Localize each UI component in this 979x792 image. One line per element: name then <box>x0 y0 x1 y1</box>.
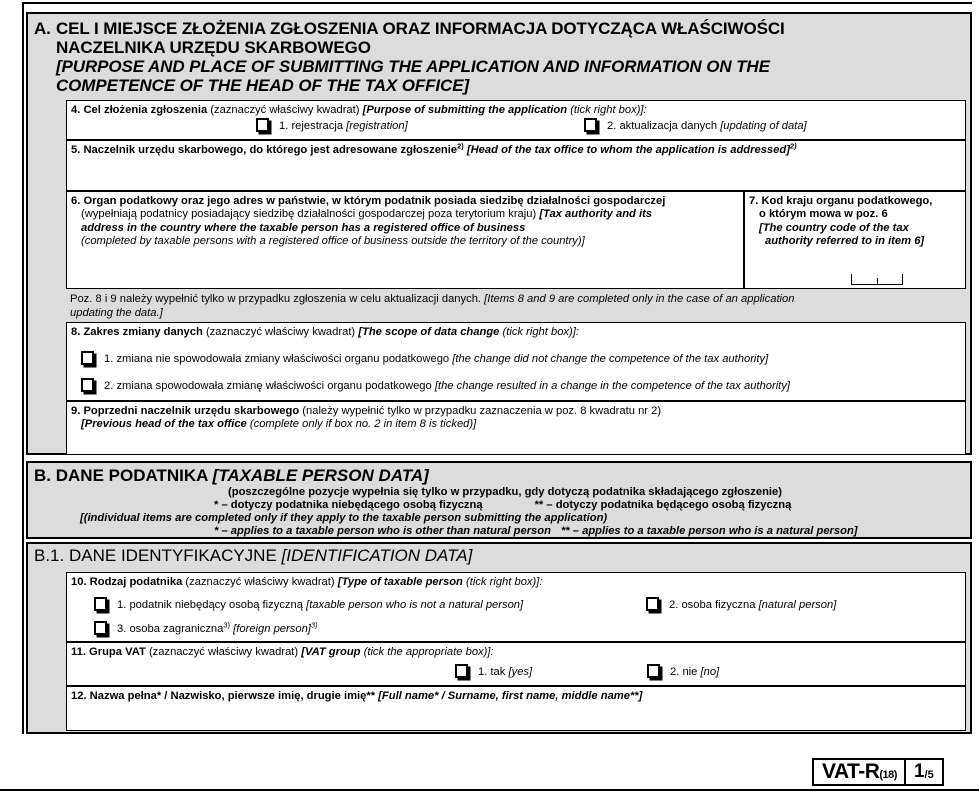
item-10-option-1-pl: podatnik niebędący osobą fizyczną <box>129 599 303 611</box>
item-11-checkbox-2[interactable] <box>647 664 660 678</box>
section-a-title-pl-2: NACZELNIKA URZĘDU SKARBOWEGO <box>56 38 371 57</box>
item-7-label-en-1: [The country code of the tax <box>759 221 909 234</box>
item-5-number: 5. <box>71 144 81 156</box>
section-a-title-en-2: COMPETENCE OF THE HEAD OF THE TAX OFFICE] <box>56 76 470 95</box>
item-11-label-en: [VAT group <box>301 646 361 658</box>
item-4-option-2-num: 2. <box>607 120 617 132</box>
item-11-option-2-pl: nie <box>682 666 698 678</box>
item-10-option-3-en: [foreign person] <box>233 623 311 635</box>
item-5-sup-pl: 2) <box>457 141 464 151</box>
footer-form-code: VAT-R $_{(18)}$ <box>822 760 897 783</box>
item-7-label-pl-2: o którym mowa w poz. 6 <box>759 208 888 221</box>
item-8-hint-en: (tick right box)]: <box>502 326 579 338</box>
item-4-checkbox-1[interactable] <box>256 118 269 132</box>
section-b-note-4b: ** – applies to a taxable person who is a natural person] <box>560 525 858 537</box>
item-8-label-pl: Zakres zmiany danych <box>83 326 203 338</box>
items-8-9-note-en-2: updating the data.] <box>70 307 163 319</box>
item-7-number: 7. <box>749 195 759 207</box>
item-8-hint-pl: (zaznaczyć właściwy kwadrat) <box>205 326 356 338</box>
item-11-option-1-label <box>478 666 532 679</box>
item-12-value[interactable] <box>73 707 959 727</box>
field-item-8 <box>66 322 966 401</box>
item-4-label-pl: Cel złożenia zgłoszenia <box>83 104 208 116</box>
item-10-label-en: [Type of taxable person <box>337 576 463 588</box>
section-b-note-2b: ** – dotyczy podatnika będącego osobą fizyczną <box>534 499 792 511</box>
item-10-checkbox-1[interactable] <box>94 597 107 611</box>
item-8-option-2-num: 2. <box>104 380 114 392</box>
item-5-label-pl: Naczelnik urzędu skarbowego, do którego jest adresowane zgłoszenie <box>83 144 458 156</box>
item-6-label-pl: Organ podatkowy oraz jego adres w państwie, w którym podatnik posiada siedzibę działalności gospodarczej <box>83 195 666 207</box>
section-a-letter: A. <box>34 19 51 38</box>
item-9-value[interactable] <box>73 434 959 451</box>
section-b-note-1: (poszczególne pozycje wypełnia się tylko w przypadku, gdy dotyczą podatnika składającego zgłoszenie) <box>228 486 782 498</box>
item-11-checkbox-1[interactable] <box>455 664 468 678</box>
item-8-option-1-label <box>104 353 768 366</box>
item-6-label-en-1: [Tax authority and its <box>539 208 653 221</box>
section-b-note-3: [(individual items are completed only if they apply to the taxable person submitting the application) <box>80 512 608 524</box>
item-5-sup-en: 2) <box>789 141 797 151</box>
item-11-option-1-pl: tak <box>490 666 506 678</box>
item-11-hint-pl: (zaznaczyć właściwy kwadrat) <box>148 646 299 658</box>
footer-page-indicator <box>904 760 942 784</box>
item-6-hint-en: (completed by taxable persons with a registered office of business outside the territory of the country)] <box>81 235 585 248</box>
page-bottom-rule <box>0 789 979 791</box>
item-10-label <box>71 576 542 589</box>
item-10-option-3-pl: osoba zagraniczna <box>129 623 224 635</box>
item-8-option-1-pl: zmiana nie spowodowała zmiany właściwości organu podatkowego <box>116 353 450 365</box>
item-11-option-2-label <box>670 666 719 679</box>
section-b-letter: B. <box>34 466 51 485</box>
item-10-option-1-en: [taxable person who is not a natural person] <box>306 599 524 611</box>
item-7-country-code-entry[interactable] <box>851 274 903 285</box>
item-8-option-1-en: [the change did not change the competence of the tax authority] <box>452 353 769 365</box>
item-8-label-en: [The scope of data change <box>358 326 500 338</box>
item-8-checkbox-2[interactable] <box>81 378 94 392</box>
item-9-label <box>71 405 962 432</box>
item-10-option-2-en: [natural person] <box>758 599 837 611</box>
item-8-option-2-pl: zmiana spowodowała zmianę właściwości organu podatkowego <box>116 380 432 392</box>
item-4-option-2-label <box>607 120 807 133</box>
item-9-label-pl: Poprzedni naczelnik urzędu skarbowego <box>83 405 300 417</box>
item-4-hint-pl: (zaznaczyć właściwy kwadrat) <box>210 104 360 116</box>
item-11-option-2-en: [no] <box>700 666 720 678</box>
item-6-label-en-2: address in the country where the taxable person has a registered office of business <box>81 221 526 234</box>
section-b-heading <box>34 466 966 538</box>
section-b1 <box>26 542 972 734</box>
field-item-12[interactable] <box>66 686 966 731</box>
item-8-option-1-num: 1. <box>104 353 114 365</box>
page-top-rule <box>22 2 972 4</box>
item-4-label <box>71 104 647 117</box>
item-11-option-1-num: 1. <box>478 666 488 678</box>
section-b1-title-pl: DANE IDENTYFIKACYJNE <box>68 546 277 565</box>
item-10-option-2-label <box>669 599 836 612</box>
item-7-label-pl-1: Kod kraju organu podatkowego, <box>761 195 933 207</box>
section-b-note-2a: * – dotyczy podatnika niebędącego osobą fizyczną <box>214 499 483 511</box>
item-8-option-2-label <box>104 380 790 393</box>
item-5-label-en: [Head of the tax office to whom the application is addressed] <box>466 144 790 156</box>
footer-form-stamp <box>812 758 944 786</box>
item-4-option-1-label <box>279 120 408 133</box>
item-7-label <box>749 195 962 249</box>
item-9-label-en: [Previous head of the tax office <box>81 418 247 431</box>
comb-divider <box>877 278 878 284</box>
item-12-label <box>71 690 642 703</box>
section-b-title-pl: DANE PODATNIKA <box>55 466 208 485</box>
item-4-option-2-pl: aktualizacja danych <box>619 120 718 132</box>
items-8-9-note-en-1: [Items 8 and 9 are completed only in the case of an application <box>484 293 795 305</box>
section-a-heading <box>34 19 964 95</box>
section-b1-letter: B.1. <box>34 546 65 565</box>
item-5-label <box>71 141 797 157</box>
field-item-11 <box>66 642 966 686</box>
item-10-hint-en: (tick right box)]: <box>466 576 543 588</box>
item-10-option-3-sup-en: 3) <box>310 620 318 630</box>
item-10-option-1-num: 1. <box>117 599 127 611</box>
item-10-label-pl: Rodzaj podatnika <box>89 576 183 588</box>
item-10-option-3-num: 3. <box>117 623 127 635</box>
item-7-label-en-2: authority referred to in item 6] <box>765 235 925 248</box>
item-11-option-2-num: 2. <box>670 666 680 678</box>
item-8-checkbox-1[interactable] <box>81 351 94 365</box>
item-9-number: 9. <box>71 405 81 417</box>
item-8-number: 8. <box>71 326 81 338</box>
item-11-label-pl: Grupa VAT <box>89 646 146 658</box>
field-item-9[interactable] <box>66 401 966 455</box>
field-item-10 <box>66 572 966 642</box>
item-4-hint-en: (tick right box)]: <box>570 104 647 116</box>
footer-form-code-text: VAT-R <box>822 760 880 783</box>
item-4-label-en: [Purpose of submitting the application <box>362 104 568 116</box>
item-10-hint-pl: (zaznaczyć właściwy kwadrat) <box>185 576 335 588</box>
footer-page-number: 1 <box>913 761 925 782</box>
item-9-hint-en: (complete only if box no. 2 in item 8 is ticked)] <box>249 418 477 431</box>
item-5-value[interactable] <box>73 161 959 187</box>
item-4-number: 4. <box>71 104 81 116</box>
item-10-option-1-label <box>117 599 523 612</box>
field-item-4 <box>66 100 966 140</box>
item-12-label-en: [Full name* / Surname, first name, middle name**] <box>378 690 643 702</box>
page-left-rule <box>22 4 24 734</box>
item-6-label <box>71 195 740 249</box>
section-a-title-pl-1: CEL I MIEJSCE ZŁOŻENIA ZGŁOSZENIA ORAZ INFORMACJA DOTYCZĄCA WŁAŚCIWOŚCI <box>56 19 785 38</box>
item-11-option-1-en: [yes] <box>508 666 533 678</box>
item-4-option-1-pl: rejestracja <box>291 120 344 132</box>
item-11-number: 11. <box>71 646 86 658</box>
item-10-option-3-label <box>117 620 318 636</box>
item-10-option-3-sup-pl: 3) <box>223 620 231 630</box>
item-12-number: 12. <box>71 690 87 702</box>
item-8-label <box>71 326 579 339</box>
section-a-title-en-1: [PURPOSE AND PLACE OF SUBMITTING THE APPLICATION AND INFORMATION ON THE <box>56 57 770 76</box>
item-6-hint-pl: (wypełniają podatnicy posiadający siedzibę działalności gospodarczej poza terytorium kraju) <box>81 208 537 221</box>
item-10-checkbox-3[interactable] <box>94 621 107 635</box>
item-6-number: 6. <box>71 195 81 207</box>
section-b1-heading <box>34 546 472 566</box>
item-10-checkbox-2[interactable] <box>646 597 659 611</box>
items-8-9-note <box>66 289 966 322</box>
item-9-hint-pl: (należy wypełnić tylko w przypadku zaznaczenia w poz. 8 kwadratu nr 2) <box>302 405 662 417</box>
item-11-label <box>71 646 494 659</box>
item-8-option-2-en: [the change resulted in a change in the competence of the tax authority] <box>434 380 790 392</box>
section-b1-title-en: [IDENTIFICATION DATA] <box>281 546 473 565</box>
footer-page-total: /5 <box>924 769 934 781</box>
items-8-9-note-pl: Poz. 8 i 9 należy wypełnić tylko w przypadku zgłoszenia w celu aktualizacji danych. <box>70 293 482 305</box>
item-4-option-2-en: [updating of data] <box>720 120 807 132</box>
item-12-label-pl: Nazwa pełna* / Nazwisko, pierwsze imię, drugie imię** <box>89 690 376 702</box>
section-a <box>26 12 972 455</box>
section-b-note-4a: * – applies to a taxable person who is other than natural person <box>214 525 551 537</box>
item-10-option-2-num: 2. <box>669 599 679 611</box>
item-11-hint-en: (tick the appropriate box)]: <box>363 646 494 658</box>
item-4-option-1-num: 1. <box>279 120 289 132</box>
section-b-title-en: [TAXABLE PERSON DATA] <box>212 466 429 485</box>
section-b-note-2 <box>34 499 966 512</box>
item-4-checkbox-2[interactable] <box>584 118 597 132</box>
field-item-7[interactable] <box>744 191 966 289</box>
field-item-5[interactable] <box>66 140 966 191</box>
section-b <box>26 461 972 539</box>
section-b-note-4 <box>34 525 966 538</box>
item-10-option-2-pl: osoba fizyczna <box>681 599 756 611</box>
item-10-number: 10. <box>71 576 87 588</box>
item-6-value[interactable] <box>73 254 737 285</box>
field-item-6[interactable] <box>66 191 744 289</box>
item-4-option-1-en: [registration] <box>346 120 408 132</box>
